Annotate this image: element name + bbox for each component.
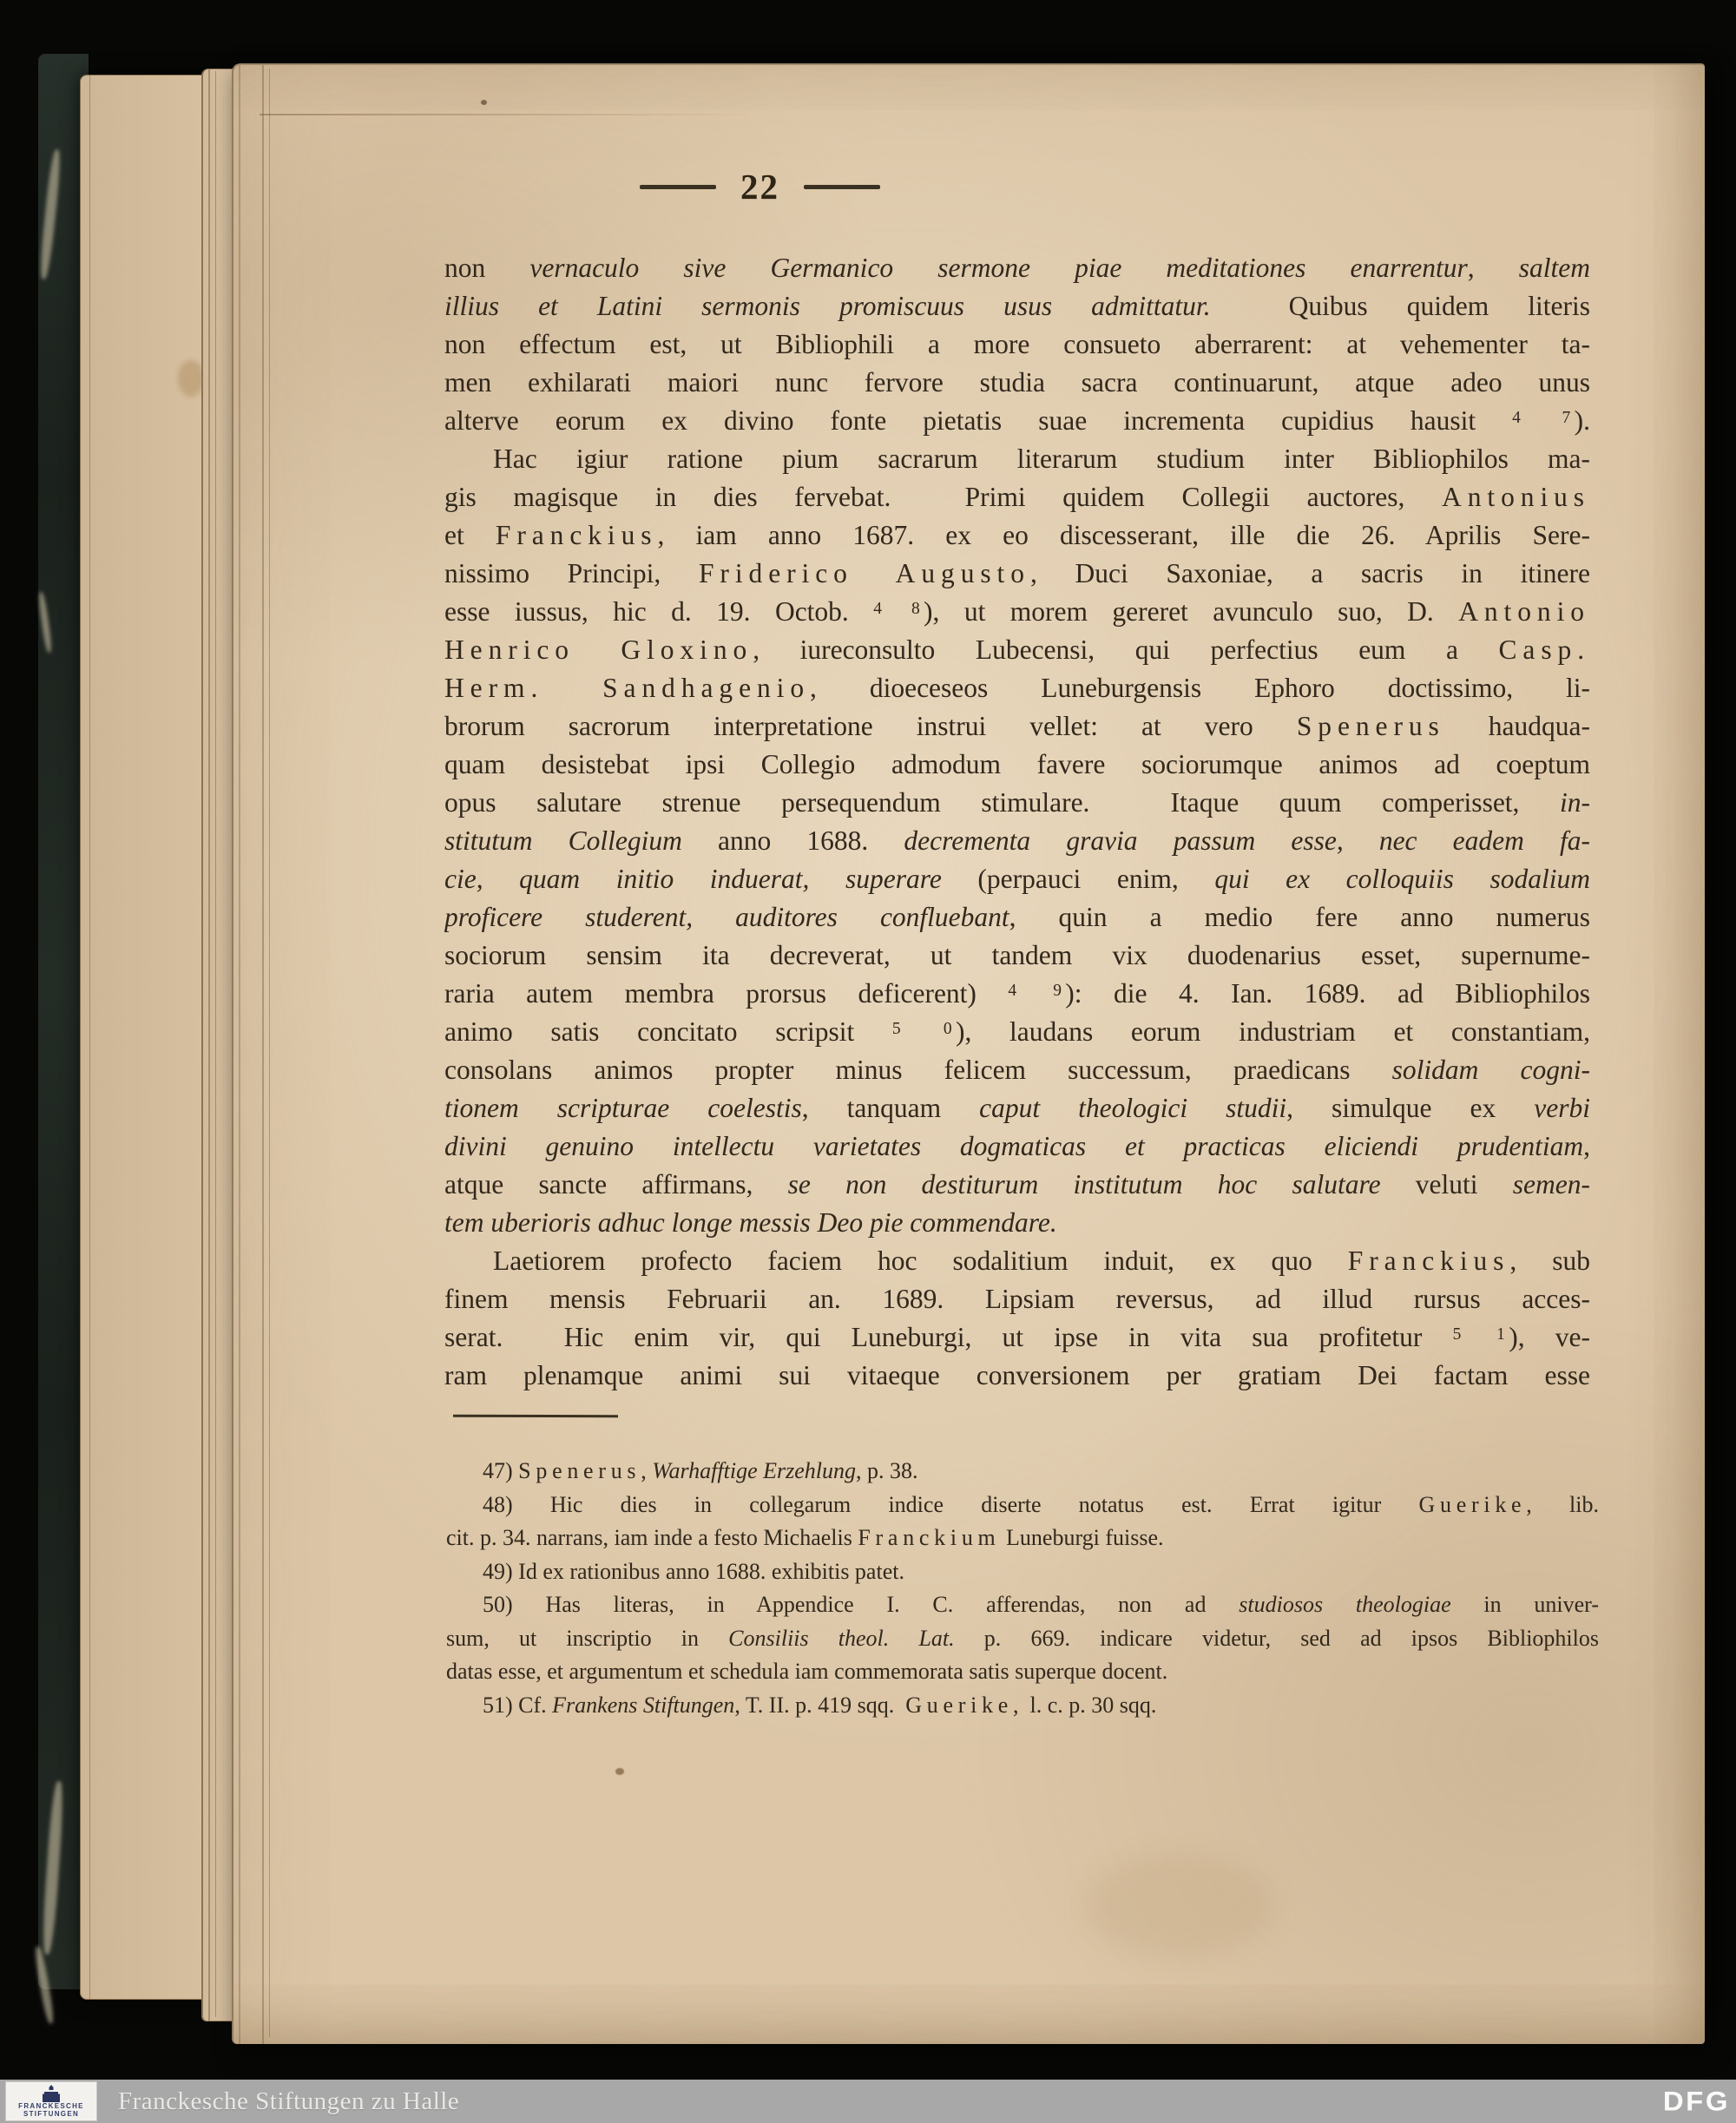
binding-wear-mark bbox=[33, 1946, 55, 2024]
text-segment: Franckius bbox=[495, 520, 658, 550]
dfg-logo: DFG bbox=[1662, 2085, 1730, 2117]
text-line bbox=[446, 1489, 1599, 1522]
text-segment: , sub bbox=[1509, 1246, 1590, 1276]
text-line bbox=[444, 1242, 1590, 1280]
text-line bbox=[444, 1204, 1590, 1242]
text-segment: brorum sacrorum interpretatione instrui vellet: at vero bbox=[444, 711, 1297, 741]
text-segment: vernaculo sive Germanico sermone piae meditationes enarrentur bbox=[529, 253, 1468, 283]
text-line bbox=[444, 1051, 1590, 1089]
text-line bbox=[444, 631, 1590, 669]
text-segment: nissimo Principi, bbox=[444, 558, 699, 588]
text-segment: anno 1688. bbox=[681, 825, 904, 856]
text-segment: men exhilarati maiori nunc fervore studia sacra continuarunt, atque adeo unus bbox=[444, 367, 1590, 398]
text-segment: se non destiturum institutum hoc salutare bbox=[787, 1169, 1381, 1200]
text-line bbox=[444, 593, 1590, 631]
text-segment: , Duci Saxoniae, a sacris in itinere bbox=[1029, 558, 1590, 588]
text-segment: tionem scripturae coelestis bbox=[444, 1093, 802, 1123]
text-segment: Spenerus bbox=[518, 1458, 641, 1483]
text-segment: Franckius bbox=[1347, 1246, 1510, 1276]
text-segment: Guerike bbox=[905, 1692, 1014, 1718]
text-segment: 4 8 bbox=[873, 599, 924, 618]
text-segment: quam desistebat ipsi Collegio admodum favere sociorumque animos ad coeptum bbox=[444, 749, 1590, 779]
binding-wear-mark bbox=[38, 149, 62, 279]
page-scan bbox=[232, 63, 1705, 2044]
text-line bbox=[444, 746, 1590, 784]
text-segment: et bbox=[444, 520, 496, 550]
text-segment: sociorum sensim ita decreverat, ut tandem vix duodenarius esset, supernume- bbox=[444, 940, 1590, 970]
text-segment: tem uberioris adhuc longe messis Deo pie commendare. bbox=[444, 1207, 1057, 1238]
text-segment: veluti bbox=[1380, 1169, 1513, 1200]
footnote-separator-rule bbox=[453, 1415, 618, 1417]
text-segment: Consiliis theol. Lat. bbox=[728, 1625, 955, 1651]
text-line bbox=[444, 1013, 1590, 1051]
franckesche-stiftungen-icon bbox=[41, 2085, 62, 2102]
text-line bbox=[444, 1280, 1590, 1318]
logo-text-line2: STIFTUNGEN bbox=[23, 2110, 80, 2118]
page-edge-line bbox=[260, 114, 763, 115]
text-line bbox=[444, 822, 1590, 860]
text-segment: non bbox=[444, 253, 530, 283]
text-segment: , simulque ex bbox=[1286, 1093, 1535, 1123]
text-segment: Laetiorem profecto faciem hoc sodalitium induit, ex quo bbox=[493, 1246, 1348, 1276]
text-segment: Franckium bbox=[858, 1525, 1001, 1550]
text-segment: , bbox=[1583, 1131, 1590, 1161]
paper-stain bbox=[481, 100, 487, 105]
page-number: 22 bbox=[740, 167, 779, 207]
text-segment: animo satis concitato scripsit bbox=[444, 1016, 892, 1047]
text-segment: 4 7 bbox=[1512, 408, 1575, 427]
text-line bbox=[444, 555, 1590, 593]
text-line bbox=[444, 249, 1590, 287]
text-line bbox=[444, 1166, 1590, 1204]
text-segment: semen- bbox=[1512, 1169, 1590, 1200]
text-line bbox=[444, 325, 1590, 364]
text-line bbox=[444, 707, 1590, 746]
footnote-text bbox=[446, 1455, 1599, 1722]
text-segment: , iureconsulto Lubecensi, qui perfectius eum a bbox=[753, 634, 1499, 665]
page-edge-line bbox=[89, 76, 90, 1999]
text-segment: solidam cogni- bbox=[1391, 1055, 1590, 1085]
text-segment: ram plenamque animi sui vitaeque conversionem per gratiam Dei factam esse bbox=[444, 1360, 1590, 1390]
text-line bbox=[444, 287, 1590, 325]
paper-stain bbox=[178, 360, 204, 397]
text-segment: Guerike bbox=[1418, 1491, 1527, 1517]
text-segment: 49) Id ex rationibus anno 1688. exhibitis patet. bbox=[483, 1558, 904, 1584]
text-segment: Antonio bbox=[1458, 596, 1590, 627]
text-segment: p. 669. indicare videtur, sed ad ipsos Bibliophilos bbox=[954, 1625, 1599, 1651]
text-line bbox=[446, 1655, 1599, 1689]
text-segment: datas esse, et argumentum et schedula iam commemorata satis superque docent. bbox=[446, 1659, 1168, 1684]
page-edge-line bbox=[269, 69, 270, 2037]
text-segment: , bbox=[641, 1458, 653, 1483]
paper-stain bbox=[615, 1768, 624, 1775]
text-line bbox=[444, 784, 1590, 822]
text-segment: atque sancte affirmans, bbox=[444, 1169, 788, 1200]
binding-wear-mark bbox=[37, 592, 53, 653]
text-line bbox=[444, 975, 1590, 1013]
text-line bbox=[446, 1522, 1599, 1555]
text-line bbox=[444, 478, 1590, 516]
text-segment: Herm. Sandhagenio bbox=[444, 673, 811, 703]
text-segment: Friderico Augusto bbox=[698, 558, 1030, 588]
text-segment: consolans animos propter minus felicem successum, praedicans bbox=[444, 1055, 1392, 1085]
text-line bbox=[444, 1318, 1590, 1357]
text-segment: 50) Has literas, in Appendice I. C. afferendas, non ad bbox=[483, 1592, 1240, 1617]
text-segment: gis magisque in dies fervebat. Primi quidem Collegii auctores, bbox=[444, 482, 1443, 512]
logo-text-line1: FRANCKESCHE bbox=[18, 2102, 84, 2110]
text-segment: 51) Cf. bbox=[483, 1692, 553, 1718]
text-segment: verbi bbox=[1534, 1093, 1590, 1123]
text-segment: 5 0 bbox=[891, 1019, 956, 1038]
text-segment: esse iussus, hic d. 19. Octob. bbox=[444, 596, 874, 627]
text-line bbox=[444, 669, 1590, 707]
text-segment: serat. Hic enim vir, qui Luneburgi, ut ipse in vita sua profitetur bbox=[444, 1322, 1453, 1352]
text-segment: qui ex colloquiis sodalium bbox=[1214, 864, 1590, 894]
text-segment: , tanquam bbox=[801, 1093, 980, 1123]
text-segment: , l. c. p. 30 sqq. bbox=[1013, 1692, 1157, 1718]
header-rule-left bbox=[640, 185, 716, 189]
text-segment: Hac igiur ratione pium sacrarum literarum studium inter Bibliophilos ma- bbox=[493, 444, 1590, 474]
text-line bbox=[446, 1455, 1599, 1489]
text-segment: Warhafftige Erzehlung bbox=[652, 1458, 856, 1483]
text-segment: divini genuino intellectu varietates dogmaticas et practicas eliciendi prudentiam bbox=[444, 1131, 1584, 1161]
text-segment: sum, ut inscriptio in bbox=[446, 1625, 729, 1651]
text-line bbox=[444, 937, 1590, 975]
text-segment: studiosos theologiae bbox=[1239, 1592, 1451, 1617]
text-line bbox=[444, 402, 1590, 440]
text-segment: (perpauci enim, bbox=[941, 864, 1215, 894]
text-segment: , bbox=[1467, 253, 1519, 283]
text-segment: opus salutare strenue persequendum stimulare. Itaque quum comperisset, bbox=[444, 787, 1560, 818]
binding-wear-mark bbox=[41, 1781, 65, 1955]
text-segment: Henrico Gloxino bbox=[444, 634, 753, 665]
text-segment: , T. II. p. 419 sqq. bbox=[734, 1692, 906, 1718]
text-line bbox=[444, 516, 1590, 555]
text-line bbox=[444, 364, 1590, 402]
text-line bbox=[444, 1357, 1590, 1395]
text-segment: ): die 4. Ian. 1689. ad Bibliophilos bbox=[1065, 978, 1590, 1009]
text-segment: 4 9 bbox=[1008, 981, 1066, 1000]
text-segment: Antonius bbox=[1442, 482, 1590, 512]
text-line bbox=[446, 1588, 1599, 1622]
text-line bbox=[444, 1089, 1590, 1127]
text-segment: illius et Latini sermonis promiscuus usus admittatur. bbox=[444, 291, 1211, 321]
text-segment: ), ve- bbox=[1509, 1322, 1590, 1352]
text-segment: , dioeceseos Luneburgensis Ephoro doctissimo, li- bbox=[810, 673, 1590, 703]
text-segment: saltem bbox=[1518, 253, 1590, 283]
text-line bbox=[444, 1127, 1590, 1166]
text-segment: in- bbox=[1560, 787, 1590, 818]
text-segment: Frankens Stiftungen bbox=[552, 1692, 735, 1718]
viewer-bottom-bar bbox=[0, 2080, 1736, 2123]
header-rule-right bbox=[804, 185, 880, 189]
text-segment: Casp. bbox=[1498, 634, 1590, 665]
text-segment: raria autem membra prorsus deficerent) bbox=[444, 978, 1009, 1009]
institution-logo-box bbox=[5, 2081, 97, 2121]
text-segment: in univer- bbox=[1450, 1592, 1599, 1617]
text-segment: ), ut morem gereret avunculo suo, D. bbox=[924, 596, 1459, 627]
text-segment: alterve eorum ex divino fonte pietatis suae incrementa cupidius hausit bbox=[444, 405, 1513, 436]
text-segment: non effectum est, ut Bibliophili a more consueto aberrarent: at vehementer ta- bbox=[444, 329, 1590, 359]
text-line bbox=[444, 898, 1590, 937]
text-segment: Quibus quidem literis bbox=[1210, 291, 1590, 321]
text-segment: , quin a medio fere anno numerus bbox=[1009, 902, 1590, 932]
text-segment: 48) Hic dies in collegarum indice diserte notatus est. Errat igitur bbox=[483, 1491, 1419, 1517]
text-segment: proficere studerent, auditores confluebant bbox=[444, 902, 1009, 932]
text-line bbox=[444, 860, 1590, 898]
page-edge-line bbox=[239, 65, 240, 2044]
text-segment: , lib. bbox=[1526, 1491, 1599, 1517]
text-segment: 5 1 bbox=[1452, 1324, 1509, 1344]
page-header bbox=[640, 166, 880, 207]
text-segment: cie, quam initio induerat, superare bbox=[444, 864, 942, 894]
text-segment: ). bbox=[1574, 405, 1590, 436]
text-segment: , iam anno 1687. ex eo discesserant, ille die 26. Aprilis Sere- bbox=[657, 520, 1590, 550]
page-edge-line bbox=[215, 71, 216, 2017]
paper-stain bbox=[1084, 1853, 1275, 1957]
text-segment: 47) bbox=[483, 1458, 519, 1483]
text-line bbox=[444, 440, 1590, 478]
text-line bbox=[446, 1555, 1599, 1589]
text-segment: Spenerus bbox=[1296, 711, 1445, 741]
institution-label: Franckesche Stiftungen zu Halle bbox=[118, 2087, 460, 2115]
text-segment: stitutum Collegium bbox=[444, 825, 682, 856]
text-segment: Luneburgi fuisse. bbox=[1000, 1525, 1164, 1550]
text-segment: finem mensis Februarii an. 1689. Lipsiam reversus, ad illud rursus acces- bbox=[444, 1284, 1590, 1314]
text-line bbox=[446, 1689, 1599, 1723]
text-segment: caput theologici studii bbox=[979, 1093, 1287, 1123]
body-text bbox=[444, 249, 1590, 1395]
text-segment: haudqua- bbox=[1444, 711, 1590, 741]
text-segment: cit. p. 34. narrans, iam inde a festo Michaelis bbox=[446, 1525, 858, 1550]
text-line bbox=[446, 1622, 1599, 1656]
text-segment: , p. 38. bbox=[856, 1458, 918, 1483]
page-edge-line bbox=[262, 65, 264, 2044]
text-segment: decrementa gravia passum esse, nec eadem fa- bbox=[904, 825, 1590, 856]
text-segment: ), laudans eorum industriam et constantiam, bbox=[955, 1016, 1590, 1047]
page-edge-line bbox=[208, 69, 210, 2021]
